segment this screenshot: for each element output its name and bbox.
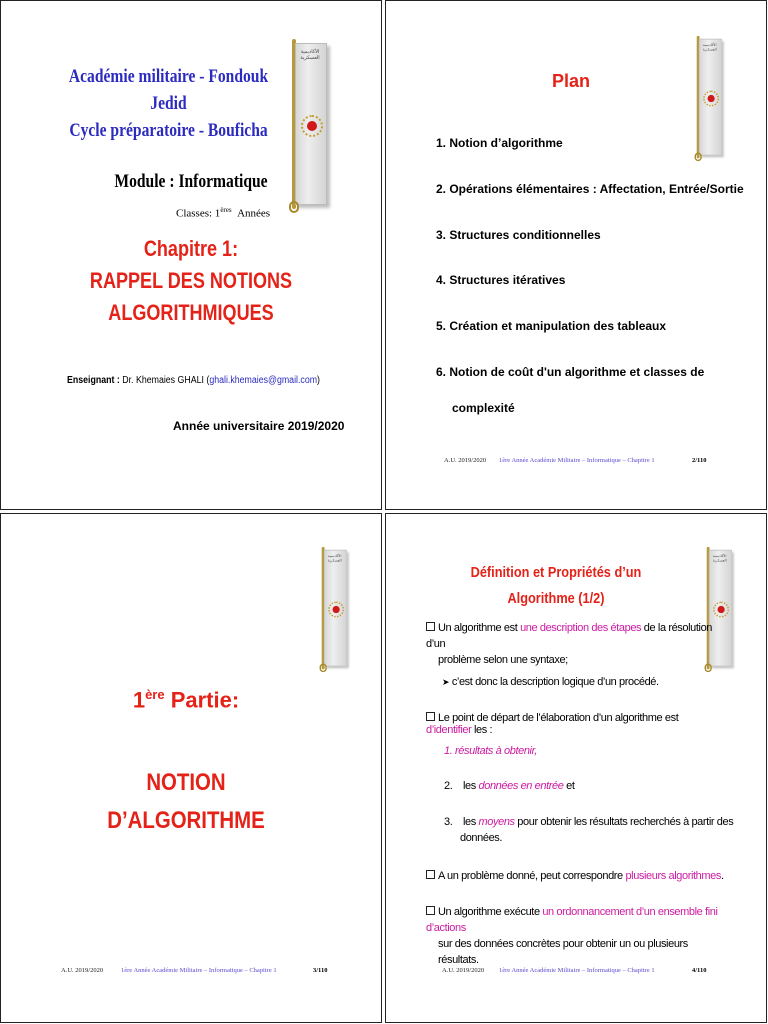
- footer-au: A.U. 2019/2020: [61, 967, 104, 974]
- bullet-multiple-algorithms: [426, 870, 726, 882]
- teacher-line: [67, 375, 320, 386]
- numbered-item-2-post: et: [563, 780, 575, 792]
- bullet-1-text: Un algorithme est: [438, 622, 521, 634]
- numbered-item-3: [444, 814, 734, 846]
- bullet-3-text: A un problème donné, peut correspondre: [438, 870, 626, 882]
- bullet-1-text-end: de la résolution d’un: [426, 622, 713, 650]
- plan-item-6-continued: complexité: [452, 401, 515, 415]
- footer-page: [692, 457, 706, 464]
- plan-item-1: 1. Notion d’algorithme: [436, 136, 563, 150]
- plan-item-3: 3. Structures conditionnelles: [436, 228, 601, 242]
- teacher-name: Dr. Khemaies GHALI (: [122, 375, 210, 386]
- sub-bullet-logic: [442, 676, 722, 688]
- academy-line-2: Cycle préparatoire - Bouficha: [69, 120, 268, 141]
- definition-title-line-1: Définition et Propriétés d’un: [470, 564, 642, 581]
- part-title: [80, 764, 293, 840]
- checkbox-bullet-icon: [426, 906, 435, 915]
- numbered-item-3-num: 3.: [444, 816, 453, 828]
- part-sup: ère: [145, 687, 165, 702]
- academic-year: Année universitaire 2019/2020: [173, 419, 345, 433]
- teacher-email[interactable]: ghali.khemaies@gmail.com: [209, 375, 318, 386]
- slide-4-definition: Définition et Propriétés d’un Algorithme (1/2) الأكاديمية العسكرية Un algorithme est une description des étapes de la résolution d’un problème selon une syntaxe; ➤ c’est donc la description logique d’un procédé. Le point de départ de l’élaboration d’un algorithme est d’identifier les : 1. résultats à obtenir, 2. les données en entrée et 3. les moyens pour obtenir les résultats recherchés à partir des données. A un problème donné, peut correspondre plusieurs algorithmes. Un algorithme exécute un ordonnancement d’un ensemble fini d’actions sur des données concrètes pour obtenir un ou plusieurs résultats. A.U. 2019/2020 1ère Année Académie Militaire – Informatique – Chapitre 1 4/110: [385, 513, 767, 1023]
- chapter-title-line-1: RAPPEL DES NOTIONS: [89, 268, 293, 293]
- numbered-item-2: [444, 780, 575, 792]
- numbered-item-3-highlight: moyens: [478, 816, 515, 828]
- footer-au: A.U. 2019/2020: [442, 967, 485, 974]
- footer-date: [444, 457, 486, 464]
- plan-item-2: 2. Opérations élémentaires : Affectation, Entrée/Sortie: [436, 182, 744, 196]
- module-label: Module : Informatique: [114, 171, 268, 192]
- numbered-item-3-post: pour obtenir les résultats recherchés à partir des: [514, 816, 734, 828]
- part-number: 1: [132, 687, 146, 713]
- bullet-2-text-end: les :: [471, 724, 493, 736]
- bullet-1-line-2: problème selon une syntaxe;: [438, 654, 568, 666]
- checkbox-bullet-icon: [426, 870, 435, 879]
- slide-1-title: Académie militaire - Fondouk Jedid Cycle préparatoire - Bouficha الأكاديمية العسكرية Module : Informatique Classes: 1ères Années Chapitre 1: RAPPEL DES NOTIONS ALGORITHMIQUES Enseignant : Dr. Khemaies GHALI (ghali.khemaies@gmail.com) Année universitaire 2019/2020: [0, 0, 382, 510]
- classes-sup: ères: [220, 206, 232, 214]
- footer-date: [442, 967, 484, 974]
- teacher-close: ): [317, 375, 320, 386]
- chapter-title: [68, 233, 314, 329]
- part-label: [61, 687, 311, 713]
- checkbox-bullet-icon: [426, 712, 435, 721]
- sub-bullet-text: c’est donc la description logique d’un procédé.: [451, 676, 659, 688]
- definition-title: [454, 560, 658, 612]
- footer-course: [499, 457, 655, 464]
- bullet-3-text-end: .: [720, 870, 724, 882]
- academy-line-1: Académie militaire - Fondouk Jedid: [68, 66, 269, 114]
- bullet-4-text: Un algorithme exécute: [438, 906, 543, 918]
- footer-mid: 1ère Année Académie Militaire – Informatique – Chapitre 1: [499, 457, 655, 464]
- checkbox-bullet-icon: [426, 622, 435, 631]
- definition-title-line-2: Algorithme (1/2): [507, 590, 605, 607]
- part-title-line-2: D’ALGORITHME: [107, 807, 265, 834]
- arrow-bullet-icon: ➤: [442, 677, 450, 687]
- bullet-2-text: Le point de départ de l’élaboration d’un algorithme est: [438, 712, 679, 724]
- plan-title: Plan: [551, 71, 590, 91]
- teacher-label: Enseignant :: [67, 375, 120, 386]
- academy-heading: [64, 63, 273, 144]
- numbered-item-1: 1. résultats à obtenir,: [444, 745, 537, 757]
- bullet-starting-point: [426, 712, 726, 736]
- numbered-item-2-pre: les: [463, 780, 479, 792]
- classes-suffix: Années: [237, 207, 271, 220]
- footer-date: [61, 967, 103, 974]
- footer-mid: 1ère Année Académie Militaire – Informatique – Chapitre 1: [121, 967, 277, 974]
- bullet-4-line-2: sur des données concrètes pour obtenir un ou plusieurs résultats.: [438, 938, 688, 966]
- slide-2-plan: Plan الأكاديمية العسكرية 1. Notion d’algorithme 2. Opérations élémentaires : Affectation, Entrée/Sortie 3. Structures conditionnelles 4. Structures itératives 5. Création et manipulation des tableaux 6. Notion de coût d'un algorithme et classes de complexité A.U. 2019/2020 1ère Année Académie Militaire – Informatique – Chapitre 1 2/110: [385, 0, 767, 510]
- part-text: Partie:: [164, 687, 240, 713]
- footer-course: [499, 967, 655, 974]
- footer-page-number: 2/110: [692, 457, 707, 464]
- bullet-execution: [426, 904, 726, 968]
- footer-page-number: 3/110: [313, 967, 328, 974]
- numbered-item-2-highlight: données en entrée: [478, 780, 564, 792]
- footer-mid: 1ère Année Académie Militaire – Informatique – Chapitre 1: [499, 967, 655, 974]
- classes-label: [176, 206, 270, 220]
- bullet-1-highlight: une description des étapes: [520, 622, 642, 634]
- plan-item-4: 4. Structures itératives: [436, 273, 566, 287]
- numbered-item-2-num: 2.: [444, 780, 453, 792]
- footer-au: A.U. 2019/2020: [444, 457, 487, 464]
- footer-course: [121, 967, 277, 974]
- bullet-2-highlight: d’identifier: [426, 724, 472, 736]
- plan-item-5: 5. Création et manipulation des tableaux: [436, 319, 667, 333]
- footer-page: [692, 967, 706, 974]
- numbered-item-3-line-2: données.: [460, 832, 503, 844]
- slide-3-part: الأكاديمية العسكرية 1ère Partie: NOTION D’ALGORITHME A.U. 2019/2020 1ère Année Académie Militaire – Informatique – Chapitre 1 3/110: [0, 513, 382, 1023]
- numbered-item-3-pre: les: [463, 816, 479, 828]
- bullet-4-highlight: un ordonnancement d’un ensemble fini d’actions: [426, 906, 718, 934]
- bullet-definition: [426, 620, 716, 668]
- part-title-line-1: NOTION: [146, 769, 226, 796]
- classes-prefix: Classes: 1: [176, 207, 221, 220]
- footer-page: [313, 967, 327, 974]
- chapter-title-line-2: ALGORITHMIQUES: [108, 300, 274, 325]
- chapter-number: Chapitre 1:: [143, 236, 239, 261]
- footer-page-number: 4/110: [692, 967, 707, 974]
- bullet-3-highlight: plusieurs algorithmes: [625, 870, 721, 882]
- plan-item-6: 6. Notion de coût d'un algorithme et classes de: [436, 365, 705, 379]
